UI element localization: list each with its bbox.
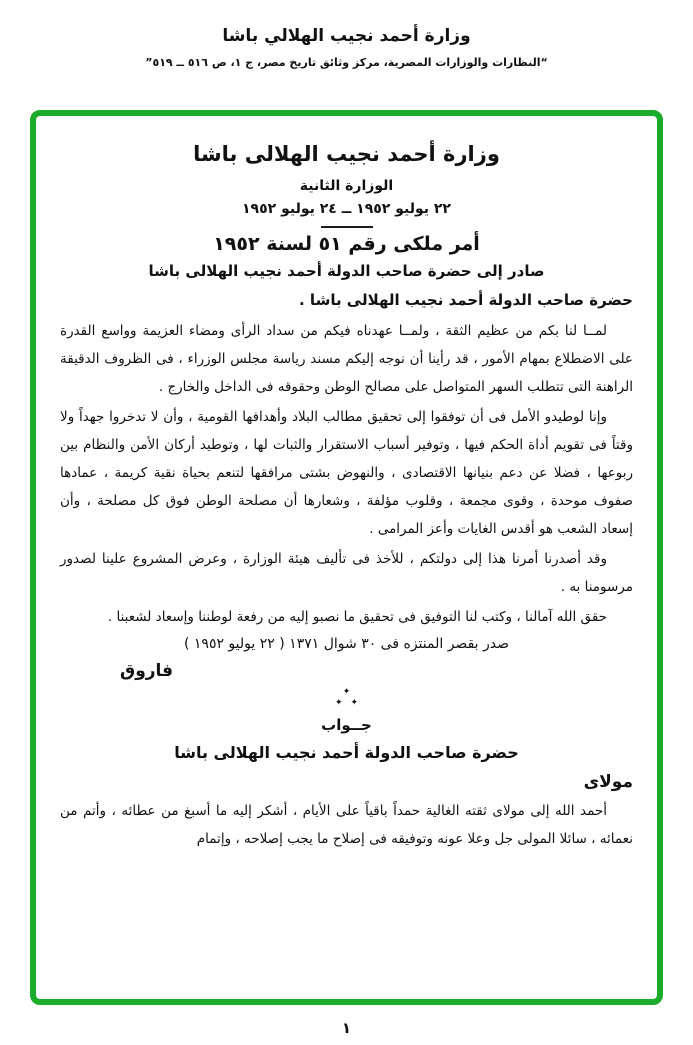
decree-issued-to: صادر إلى حضرة صاحب الدولة أحمد نجيب الهلالى باشا bbox=[148, 262, 545, 280]
decree-paragraph: لمــا لنا بكم من عظيم الثقة ، ولمــا عهدناه فيكم من سداد الرأى ومضاء العزيمة وواسع القدرة على الاضطلاع بمهام الأمور ، قد رأينا أن نوجه إليكم مسند رياسة مجلس الوزراء ، فى الظروف الدقيقة الراهنة التى تتطلب السهر المتواصل على مصالح الوطن وحقوقه فى الداخل والخارج . bbox=[60, 323, 633, 395]
page-header bbox=[0, 26, 693, 69]
star-icon: ✦ bbox=[334, 698, 343, 708]
date-range: ٢٢ يوليو ١٩٥٢ ــ ٢٤ يوليو ١٩٥٢ bbox=[242, 201, 451, 217]
divider-rule bbox=[321, 226, 373, 228]
decree-paragraph: حقق الله آمالنا ، وكتب لنا التوفيق فى تحقيق ما نصبو إليه من رفعة لوطننا وإسعاد لشعبنا . bbox=[107, 609, 607, 625]
source-citation: “النظارات والوزارات المصرية، مركز وثائق تاريخ مصر، ج ١، ص ٥١٦ ــ ٥١٩” bbox=[145, 56, 548, 69]
decree-paragraph: وإنا لوطيدو الأمل فى أن توفقوا إلى تحقيق مطالب البلاد وأهدافها القومية ، وأن لا تدخروا جهداً ولا وقتاً فى تقويم أداة الحكم فيها ، وتوفير أسباب الاستقرار والثبات لها ، وتوطيد أركان الأمن والنظام بين ربوعها ، فضلا عن دعم بنيانها الاقتصادى ، والنهوض بشتى مرافقها لتنعم بحياة نقية كريمة ، عمادها صفوف موحدة ، وقوى مجمعة ، وقلوب مؤلفة ، وشعارها أن مصلحة الوطن فوق كل مصلحة ، وأن إسعاد الشعب هو أقدس الغايات وأعز المرامى . bbox=[60, 409, 633, 537]
reply-salutation: حضرة صاحب الدولة أحمد نجيب الهلالى باشا bbox=[174, 743, 519, 762]
star-icon: ✦ bbox=[342, 687, 351, 697]
page-number: ١ bbox=[341, 1019, 352, 1037]
star-icon: ✦ bbox=[350, 698, 359, 708]
decree-salutation: حضرة صاحب الدولة أحمد نجيب الهلالى باشا . bbox=[299, 291, 633, 309]
reply-heading: جــواب bbox=[321, 716, 372, 734]
ministry-label: الوزارة الثانية bbox=[299, 178, 394, 194]
issuance-line: صدر بقصر المنتزه فى ٣٠ شوال ١٣٧١ ( ٢٢ يوليو ١٩٥٢ ) bbox=[183, 636, 509, 652]
royal-signature: فاروق bbox=[120, 661, 174, 681]
document-frame bbox=[30, 110, 663, 1005]
ornament-stars bbox=[60, 687, 633, 709]
reply-address: مولاى bbox=[583, 772, 633, 792]
decree-paragraph: وقد أصدرنا أمرنا هذا إلى دولتكم ، للأخذ فى تأليف هيئة الوزارة ، وعرض المشروع علينا لصدور مرسومنا به . bbox=[60, 551, 633, 595]
reply-paragraph: أحمد الله إلى مولاى ثقته الغالية حمداً باقياً على الأيام ، أشكر إليه ما أسبغ من عطائه ، وأتم من نعمائه ، سائلا المولى جل وعلا عونه وتوفيقه فى إصلاح ما يجب إصلاحه ، وإتمام bbox=[60, 803, 633, 847]
page-title: وزارة أحمد نجيب الهلالي باشا bbox=[222, 26, 471, 46]
decree-title: أمر ملكى رقم ٥١ لسنة ١٩٥٢ bbox=[213, 233, 480, 255]
star-icon bbox=[60, 687, 633, 698]
star-icon-pair bbox=[60, 698, 633, 709]
document-title: وزارة أحمد نجيب الهلالى باشا bbox=[193, 142, 500, 166]
